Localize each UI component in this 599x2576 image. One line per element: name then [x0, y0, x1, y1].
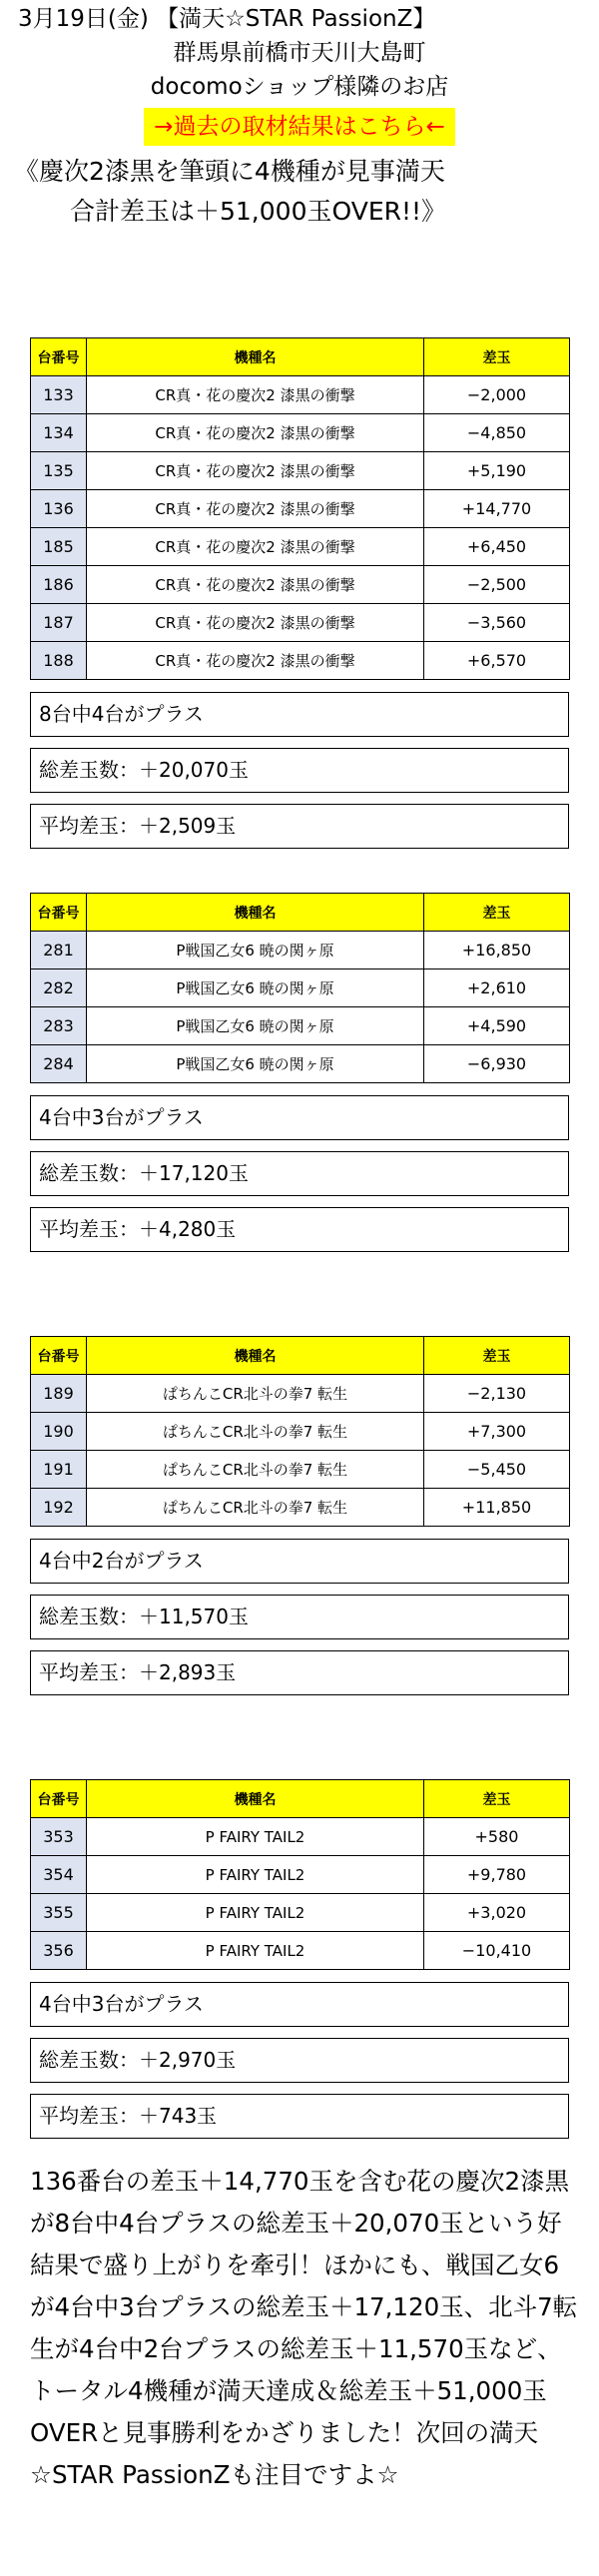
machine-number-cell: 136 [31, 490, 87, 528]
machine-name-cell: ぱちんこCR北斗の拳7 転生 [87, 1375, 424, 1413]
column-header-machine-number: 台番号 [31, 338, 87, 376]
machine-name-cell: CR真・花の慶次2 漆黒の衝撃 [87, 528, 424, 566]
difference-cell: +6,570 [424, 642, 570, 680]
column-header-difference: 差玉 [424, 338, 570, 376]
machine-number-cell: 354 [31, 1856, 87, 1894]
total-difference-summary: 総差玉数：＋20,070玉 [30, 748, 569, 793]
difference-cell: −4,850 [424, 414, 570, 452]
difference-cell: −3,560 [424, 604, 570, 642]
difference-cell: +580 [424, 1818, 570, 1856]
average-difference-summary: 平均差玉：＋4,280玉 [30, 1207, 569, 1252]
machine-name-cell: P FAIRY TAIL2 [87, 1932, 424, 1970]
difference-cell: −10,410 [424, 1932, 570, 1970]
difference-cell: +7,300 [424, 1413, 570, 1451]
machine-name-cell: ぱちんこCR北斗の拳7 転生 [87, 1413, 424, 1451]
total-difference-summary: 総差玉数：＋17,120玉 [30, 1151, 569, 1196]
results-table [30, 1779, 570, 1970]
table-row [31, 1894, 570, 1932]
machine-number-cell: 356 [31, 1932, 87, 1970]
machine-section [30, 337, 569, 849]
machine-name-cell: P戦国乙女6 暁の関ヶ原 [87, 1007, 424, 1045]
difference-cell: +11,850 [424, 1489, 570, 1527]
table-row [31, 1375, 570, 1413]
table-row [31, 1045, 570, 1083]
machine-number-cell: 135 [31, 452, 87, 490]
table-row [31, 1856, 570, 1894]
store-landmark: docomoショップ様隣のお店 [150, 74, 449, 100]
difference-cell: −2,500 [424, 566, 570, 604]
column-header-machine-name: 機種名 [87, 1337, 424, 1375]
column-header-difference: 差玉 [424, 1780, 570, 1818]
average-difference-summary: 平均差玉：＋2,509玉 [30, 804, 569, 849]
table-row [31, 969, 570, 1007]
table-row [31, 376, 570, 414]
table-header-row [31, 1780, 570, 1818]
table-row [31, 1413, 570, 1451]
table-header-row [31, 1337, 570, 1375]
plus-count-summary: 4台中3台がプラス [30, 1095, 569, 1140]
table-row [31, 932, 570, 969]
table-row [31, 604, 570, 642]
table-row [31, 414, 570, 452]
difference-cell: −2,130 [424, 1375, 570, 1413]
difference-cell: +16,850 [424, 932, 570, 969]
machine-number-cell: 192 [31, 1489, 87, 1527]
column-header-machine-number: 台番号 [31, 894, 87, 932]
difference-cell: −6,930 [424, 1045, 570, 1083]
date-store-line: 3月19日(金) 【満天☆STAR PassionZ】 [18, 6, 436, 32]
machine-number-cell: 133 [31, 376, 87, 414]
machine-name-cell: CR真・花の慶次2 漆黒の衝撃 [87, 642, 424, 680]
machine-name-cell: CR真・花の慶次2 漆黒の衝撃 [87, 604, 424, 642]
machine-name-cell: P戦国乙女6 暁の関ヶ原 [87, 932, 424, 969]
machine-number-cell: 134 [31, 414, 87, 452]
results-table [30, 1336, 570, 1527]
store-address: 群馬県前橋市天川大島町 [173, 40, 426, 66]
machine-name-cell: CR真・花の慶次2 漆黒の衝撃 [87, 452, 424, 490]
machine-number-cell: 283 [31, 1007, 87, 1045]
machine-name-cell: CR真・花の慶次2 漆黒の衝撃 [87, 566, 424, 604]
plus-count-summary: 4台中2台がプラス [30, 1539, 569, 1584]
total-difference-summary: 総差玉数：＋11,570玉 [30, 1595, 569, 1639]
machine-number-cell: 282 [31, 969, 87, 1007]
table-row [31, 1818, 570, 1856]
column-header-machine-number: 台番号 [31, 1337, 87, 1375]
difference-cell: +4,590 [424, 1007, 570, 1045]
machine-number-cell: 355 [31, 1894, 87, 1932]
machine-name-cell: P戦国乙女6 暁の関ヶ原 [87, 1045, 424, 1083]
machine-name-cell: P FAIRY TAIL2 [87, 1856, 424, 1894]
machine-name-cell: ぱちんこCR北斗の拳7 転生 [87, 1489, 424, 1527]
column-header-difference: 差玉 [424, 894, 570, 932]
difference-cell: +3,020 [424, 1894, 570, 1932]
column-header-difference: 差玉 [424, 1337, 570, 1375]
article-header [0, 0, 599, 232]
plus-count-summary: 8台中4台がプラス [30, 692, 569, 737]
machine-number-cell: 187 [31, 604, 87, 642]
machine-name-cell: ぱちんこCR北斗の拳7 転生 [87, 1451, 424, 1489]
difference-cell: −2,000 [424, 376, 570, 414]
difference-cell: +2,610 [424, 969, 570, 1007]
machine-number-cell: 191 [31, 1451, 87, 1489]
machine-number-cell: 284 [31, 1045, 87, 1083]
table-row [31, 1451, 570, 1489]
machine-name-cell: P FAIRY TAIL2 [87, 1894, 424, 1932]
machine-name-cell: P戦国乙女6 暁の関ヶ原 [87, 969, 424, 1007]
table-row [31, 490, 570, 528]
machine-name-cell: CR真・花の慶次2 漆黒の衝撃 [87, 376, 424, 414]
column-header-machine-name: 機種名 [87, 1780, 424, 1818]
table-row [31, 1932, 570, 1970]
difference-cell: +14,770 [424, 490, 570, 528]
column-header-machine-number: 台番号 [31, 1780, 87, 1818]
difference-cell: −5,450 [424, 1451, 570, 1489]
difference-cell: +5,190 [424, 452, 570, 490]
machine-number-cell: 186 [31, 566, 87, 604]
article-body: 136番台の差玉＋14,770玉を含む花の慶次2漆黒が8台中4台プラスの総差玉＋20,070玉という好結果で盛り上がりを牽引！ほかにも、戦国乙女6が4台中3台プラスの総差玉＋17,120玉、北斗7転生が4台中2台プラスの総差玉＋11,570玉など、トータル4機種が満天達成＆総差玉＋51,000玉OVERと見事勝利をかざりました！次回の満天☆STAR PassionZも注目ですよ☆ [30, 2167, 578, 2489]
column-header-machine-name: 機種名 [87, 338, 424, 376]
average-difference-summary: 平均差玉：＋743玉 [30, 2094, 569, 2139]
average-difference-summary: 平均差玉：＋2,893玉 [30, 1650, 569, 1695]
machine-number-cell: 190 [31, 1413, 87, 1451]
total-difference-summary: 総差玉数：＋2,970玉 [30, 2038, 569, 2083]
headline-line-1: 《慶次2漆黒を筆頭に4機種が見事満天 [14, 157, 445, 186]
results-table [30, 337, 570, 680]
past-results-link[interactable]: →過去の取材結果はこちら← [144, 108, 455, 146]
machine-number-cell: 189 [31, 1375, 87, 1413]
machine-number-cell: 353 [31, 1818, 87, 1856]
table-header-row [31, 338, 570, 376]
machine-name-cell: CR真・花の慶次2 漆黒の衝撃 [87, 414, 424, 452]
table-row [31, 452, 570, 490]
machine-number-cell: 281 [31, 932, 87, 969]
machine-section [30, 893, 569, 1252]
difference-cell: +9,780 [424, 1856, 570, 1894]
table-row [31, 528, 570, 566]
table-row [31, 1007, 570, 1045]
results-table [30, 893, 570, 1083]
machine-section [30, 1779, 569, 2139]
table-header-row [31, 894, 570, 932]
difference-cell: +6,450 [424, 528, 570, 566]
machine-name-cell: P FAIRY TAIL2 [87, 1818, 424, 1856]
table-row [31, 1489, 570, 1527]
machine-name-cell: CR真・花の慶次2 漆黒の衝撃 [87, 490, 424, 528]
machine-section [30, 1336, 569, 1695]
headline-line-2: 合計差玉は＋51,000玉OVER!!》 [70, 197, 447, 226]
plus-count-summary: 4台中3台がプラス [30, 1982, 569, 2027]
table-row [31, 642, 570, 680]
column-header-machine-name: 機種名 [87, 894, 424, 932]
machine-number-cell: 185 [31, 528, 87, 566]
machine-number-cell: 188 [31, 642, 87, 680]
table-row [31, 566, 570, 604]
